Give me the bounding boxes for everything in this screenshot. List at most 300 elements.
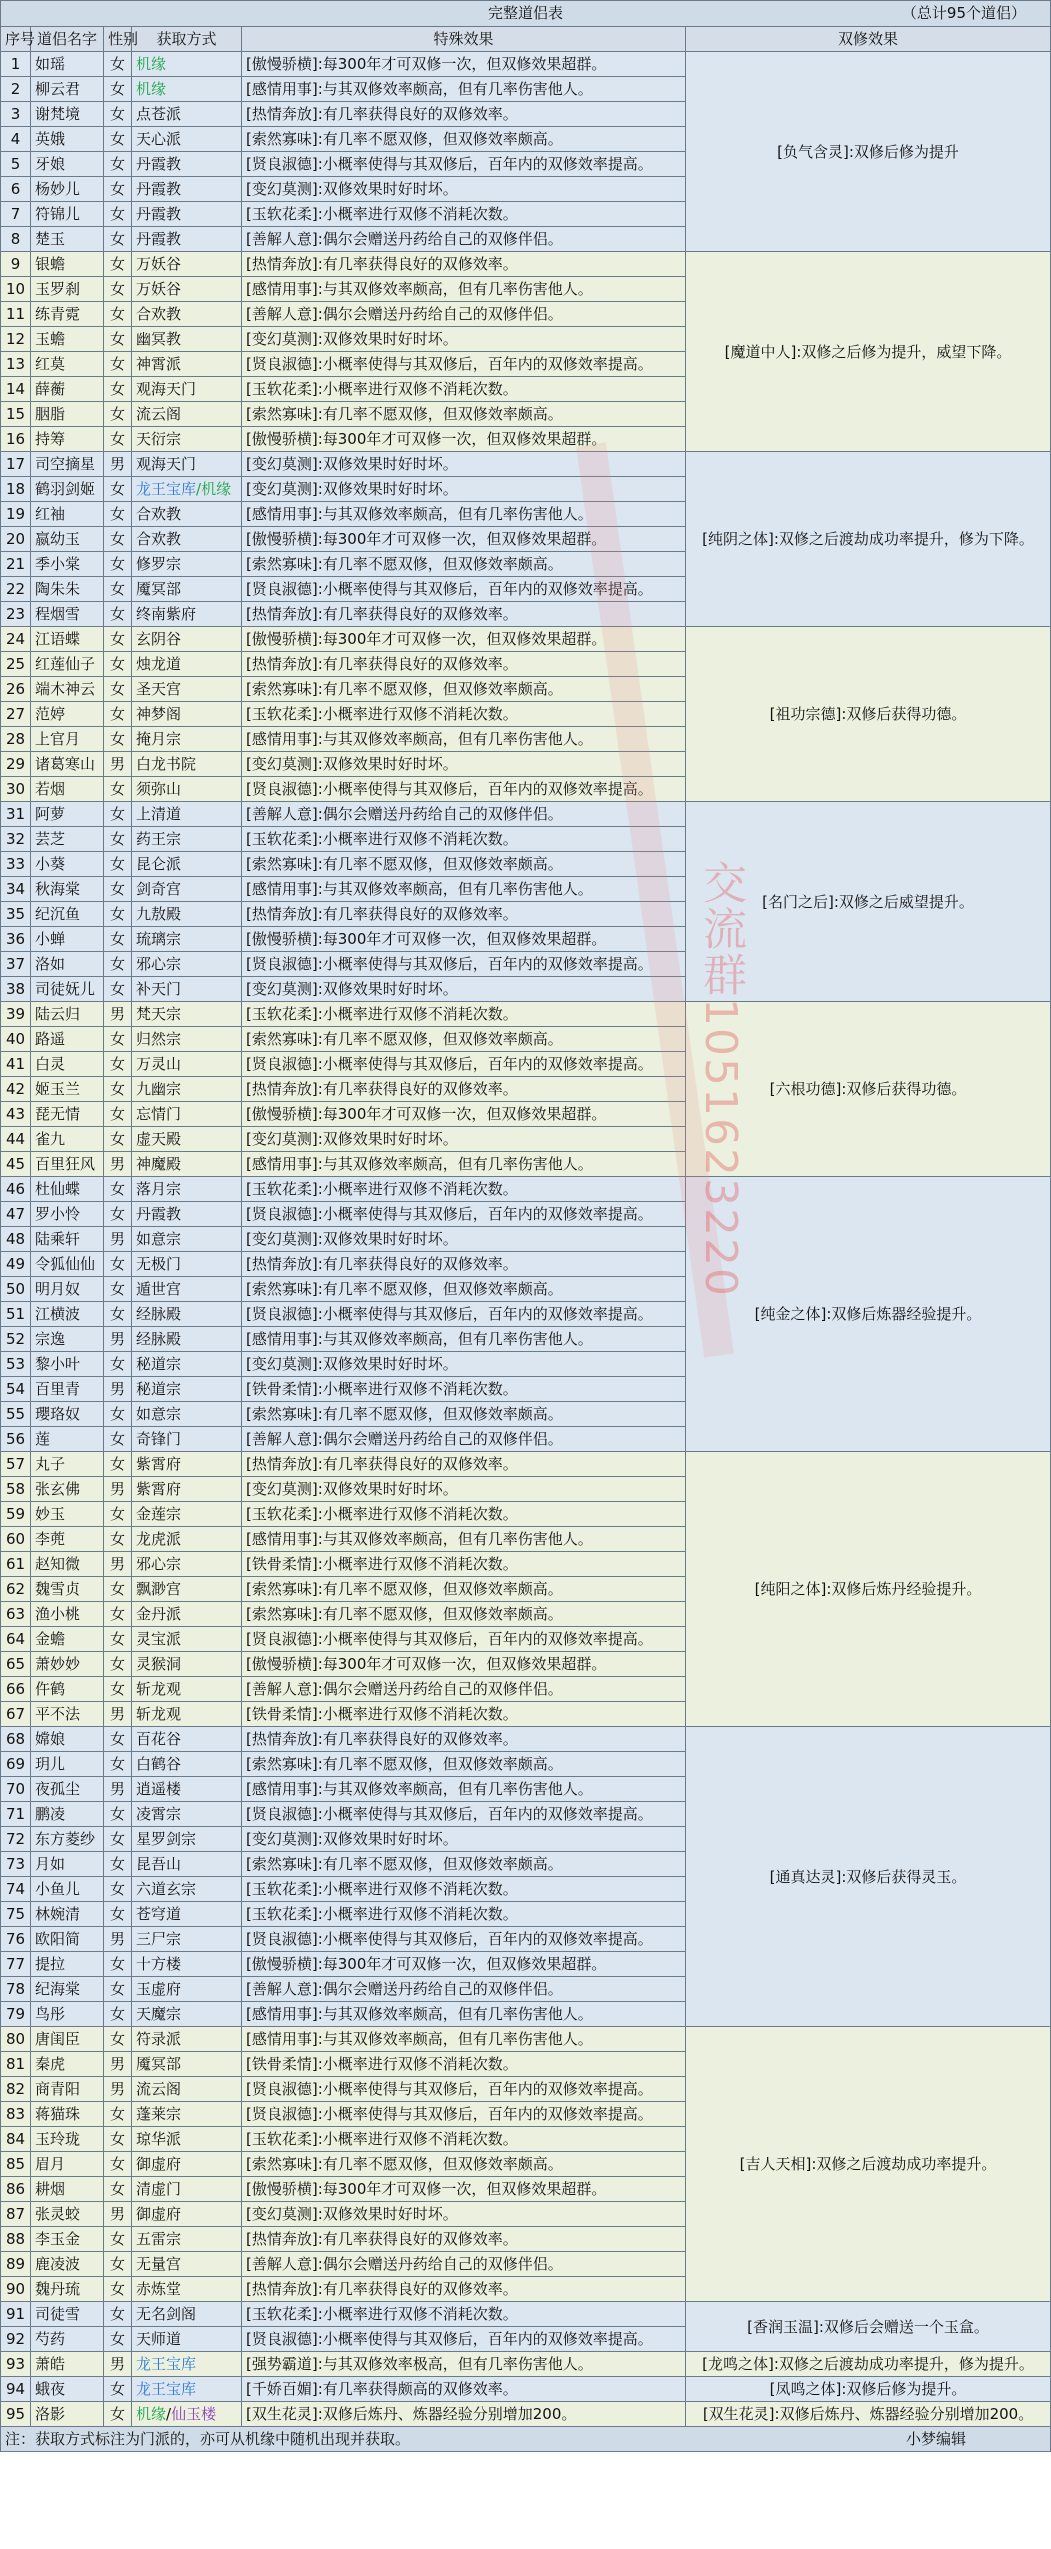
daolv-source: 清虚门 bbox=[132, 2177, 242, 2202]
row-index: 74 bbox=[1, 1877, 31, 1902]
daolv-name: 蒋猫珠 bbox=[31, 2102, 104, 2127]
daolv-source: 凌霄宗 bbox=[132, 1802, 242, 1827]
daolv-source: 丹霞教 bbox=[132, 177, 242, 202]
daolv-source: 如意宗 bbox=[132, 1227, 242, 1252]
daolv-name: 端木神云 bbox=[31, 677, 104, 702]
daolv-source bbox=[132, 2402, 242, 2427]
daolv-source: 虚天殿 bbox=[132, 1127, 242, 1152]
daolv-sex: 女 bbox=[104, 1277, 132, 1302]
total-count: （总计95个道侣） bbox=[901, 4, 1027, 22]
footer-row bbox=[1, 2427, 1051, 2452]
special-effect: [贤良淑德]:小概率使得与其双修后，百年内的双修效率提高。 bbox=[242, 1927, 686, 1952]
daolv-name: 秦虎 bbox=[31, 2052, 104, 2077]
daolv-sex: 女 bbox=[104, 577, 132, 602]
row-index: 85 bbox=[1, 2152, 31, 2177]
daolv-source: 邪心宗 bbox=[132, 1552, 242, 1577]
daolv-sex: 女 bbox=[104, 1852, 132, 1877]
row-index: 12 bbox=[1, 327, 31, 352]
row-index: 57 bbox=[1, 1452, 31, 1477]
special-effect: [贤良淑德]:小概率使得与其双修后，百年内的双修效率提高。 bbox=[242, 1627, 686, 1652]
header-idx: 序号 bbox=[1, 27, 31, 52]
table-row bbox=[1, 52, 1051, 77]
special-effect: [变幻莫测]:双修效果时好时坏。 bbox=[242, 327, 686, 352]
row-index: 41 bbox=[1, 1052, 31, 1077]
daolv-name: 提拉 bbox=[31, 1952, 104, 1977]
daolv-sex: 女 bbox=[104, 877, 132, 902]
daolv-source: 六道玄宗 bbox=[132, 1877, 242, 1902]
special-effect: [变幻莫测]:双修效果时好时坏。 bbox=[242, 752, 686, 777]
bonus-effect: [纯阴之体]:双修之后渡劫成功率提升，修为下降。 bbox=[686, 452, 1051, 627]
table-row bbox=[1, 1177, 1051, 1202]
row-index: 40 bbox=[1, 1027, 31, 1052]
row-index: 3 bbox=[1, 102, 31, 127]
daolv-source: 蓬莱宗 bbox=[132, 2102, 242, 2127]
special-effect: [傲慢骄横]:每300年才可双修一次，但双修效果超群。 bbox=[242, 2177, 686, 2202]
daolv-name: 诸葛寒山 bbox=[31, 752, 104, 777]
watermark: 交流群1051623220 bbox=[695, 860, 746, 1298]
row-index: 6 bbox=[1, 177, 31, 202]
daolv-source: 幽冥教 bbox=[132, 327, 242, 352]
daolv-sex: 男 bbox=[104, 1327, 132, 1352]
daolv-sex: 女 bbox=[104, 1952, 132, 1977]
row-index: 61 bbox=[1, 1552, 31, 1577]
row-index: 19 bbox=[1, 502, 31, 527]
daolv-name: 唐闺臣 bbox=[31, 2027, 104, 2052]
daolv-sex: 女 bbox=[104, 2152, 132, 2177]
daolv-sex: 女 bbox=[104, 627, 132, 652]
daolv-source: 圣天宫 bbox=[132, 677, 242, 702]
daolv-name: 红莫 bbox=[31, 352, 104, 377]
daolv-sex: 女 bbox=[104, 552, 132, 577]
daolv-name: 欧阳简 bbox=[31, 1927, 104, 1952]
daolv-name: 季小棠 bbox=[31, 552, 104, 577]
daolv-name: 仵鹤 bbox=[31, 1677, 104, 1702]
daolv-name: 红袖 bbox=[31, 502, 104, 527]
daolv-name: 魏雪贞 bbox=[31, 1577, 104, 1602]
daolv-sex: 女 bbox=[104, 527, 132, 552]
row-index: 24 bbox=[1, 627, 31, 652]
daolv-sex: 女 bbox=[104, 1302, 132, 1327]
daolv-source: 须弥山 bbox=[132, 777, 242, 802]
daolv-name: 平不法 bbox=[31, 1702, 104, 1727]
daolv-name: 东方菱纱 bbox=[31, 1827, 104, 1852]
row-index: 65 bbox=[1, 1652, 31, 1677]
row-index: 22 bbox=[1, 577, 31, 602]
special-effect: [傲慢骄横]:每300年才可双修一次，但双修效果超群。 bbox=[242, 1102, 686, 1127]
row-index: 4 bbox=[1, 127, 31, 152]
daolv-source: 魇冥部 bbox=[132, 2052, 242, 2077]
special-effect: [热情奔放]:有几率获得良好的双修效率。 bbox=[242, 102, 686, 127]
daolv-sex: 男 bbox=[104, 1002, 132, 1027]
daolv-name: 如瑶 bbox=[31, 52, 104, 77]
special-effect: [善解人意]:偶尔会赠送丹药给自己的双修伴侣。 bbox=[242, 1677, 686, 1702]
bonus-effect: [纯阳之体]:双修后炼丹经验提升。 bbox=[686, 1452, 1051, 1727]
daolv-source: 紫霄府 bbox=[132, 1477, 242, 1502]
special-effect: [感情用事]:与其双修效率颇高，但有几率伤害他人。 bbox=[242, 77, 686, 102]
daolv-name: 江横波 bbox=[31, 1302, 104, 1327]
daolv-sex: 女 bbox=[104, 1727, 132, 1752]
daolv-source: 遁世宫 bbox=[132, 1277, 242, 1302]
daolv-name: 白灵 bbox=[31, 1052, 104, 1077]
daolv-sex: 女 bbox=[104, 1577, 132, 1602]
daolv-sex: 女 bbox=[104, 2252, 132, 2277]
daolv-sex: 女 bbox=[104, 377, 132, 402]
row-index: 69 bbox=[1, 1752, 31, 1777]
daolv-source: 掩月宗 bbox=[132, 727, 242, 752]
special-effect: [索然寡味]:有几率不愿双修，但双修效率颇高。 bbox=[242, 1277, 686, 1302]
daolv-sex: 女 bbox=[104, 1402, 132, 1427]
daolv-sex: 女 bbox=[104, 1102, 132, 1127]
daolv-source: 经脉殿 bbox=[132, 1327, 242, 1352]
special-effect: [善解人意]:偶尔会赠送丹药给自己的双修伴侣。 bbox=[242, 227, 686, 252]
daolv-name: 纪海棠 bbox=[31, 1977, 104, 2002]
row-index: 13 bbox=[1, 352, 31, 377]
daolv-sex: 女 bbox=[104, 202, 132, 227]
row-index: 62 bbox=[1, 1577, 31, 1602]
daolv-sex: 女 bbox=[104, 1652, 132, 1677]
daolv-source: 上清道 bbox=[132, 802, 242, 827]
special-effect: [热情奔放]:有几率获得良好的双修效率。 bbox=[242, 2227, 686, 2252]
daolv-source: 百花谷 bbox=[132, 1727, 242, 1752]
daolv-name: 纪沉鱼 bbox=[31, 902, 104, 927]
daolv-name: 练青霓 bbox=[31, 302, 104, 327]
daolv-sex: 女 bbox=[104, 2377, 132, 2402]
row-index: 93 bbox=[1, 2352, 31, 2377]
daolv-source: 丹霞教 bbox=[132, 152, 242, 177]
row-index: 71 bbox=[1, 1802, 31, 1827]
row-index: 42 bbox=[1, 1077, 31, 1102]
daolv-sex: 女 bbox=[104, 2327, 132, 2352]
special-effect: [感情用事]:与其双修效率颇高，但有几率伤害他人。 bbox=[242, 2027, 686, 2052]
special-effect: [傲慢骄横]:每300年才可双修一次，但双修效果超群。 bbox=[242, 52, 686, 77]
row-index: 37 bbox=[1, 952, 31, 977]
title-row bbox=[1, 1, 1051, 27]
row-index: 78 bbox=[1, 1977, 31, 2002]
daolv-sex: 女 bbox=[104, 2402, 132, 2427]
daolv-name: 江语蝶 bbox=[31, 627, 104, 652]
row-index: 75 bbox=[1, 1902, 31, 1927]
table-row bbox=[1, 802, 1051, 827]
special-effect: [索然寡味]:有几率不愿双修，但双修效率颇高。 bbox=[242, 1402, 686, 1427]
daolv-name: 小蝉 bbox=[31, 927, 104, 952]
daolv-name: 琵无情 bbox=[31, 1102, 104, 1127]
special-effect: [感情用事]:与其双修效率颇高，但有几率伤害他人。 bbox=[242, 1527, 686, 1552]
daolv-name: 金蟾 bbox=[31, 1627, 104, 1652]
daolv-source: 金丹派 bbox=[132, 1602, 242, 1627]
special-effect: [索然寡味]:有几率不愿双修，但双修效率颇高。 bbox=[242, 1577, 686, 1602]
daolv-name: 陆乘轩 bbox=[31, 1227, 104, 1252]
row-index: 72 bbox=[1, 1827, 31, 1852]
bonus-effect: [六根功德]:双修后获得功德。 bbox=[686, 1002, 1051, 1177]
special-effect: [傲慢骄横]:每300年才可双修一次，但双修效果超群。 bbox=[242, 627, 686, 652]
daolv-sex: 男 bbox=[104, 1477, 132, 1502]
daolv-source: 如意宗 bbox=[132, 1402, 242, 1427]
table-row bbox=[1, 2352, 1051, 2377]
daolv-name: 张玄佛 bbox=[31, 1477, 104, 1502]
special-effect: [索然寡味]:有几率不愿双修，但双修效率颇高。 bbox=[242, 677, 686, 702]
daolv-name: 鸟彤 bbox=[31, 2002, 104, 2027]
header-source: 获取方式 bbox=[132, 27, 242, 52]
row-index: 56 bbox=[1, 1427, 31, 1452]
bonus-effect: [龙鸣之体]:双修之后渡劫成功率提升，修为提升。 bbox=[686, 2352, 1051, 2377]
daolv-source: 斩龙观 bbox=[132, 1677, 242, 1702]
special-effect: [感情用事]:与其双修效率颇高，但有几率伤害他人。 bbox=[242, 727, 686, 752]
special-effect: [变幻莫测]:双修效果时好时坏。 bbox=[242, 1227, 686, 1252]
special-effect: [变幻莫测]:双修效果时好时坏。 bbox=[242, 1827, 686, 1852]
daolv-sex: 女 bbox=[104, 1827, 132, 1852]
table-title: 完整道侣表 bbox=[488, 4, 564, 22]
footer-note: 注：获取方式标注为门派的，亦可从机缘中随机出现并获取。 bbox=[5, 2430, 411, 2448]
special-effect: [玉软花柔]:小概率进行双修不消耗次数。 bbox=[242, 1502, 686, 1527]
daolv-source: 机缘 bbox=[132, 77, 242, 102]
row-index: 55 bbox=[1, 1402, 31, 1427]
daolv-sex: 女 bbox=[104, 2227, 132, 2252]
special-effect: [感情用事]:与其双修效率颇高，但有几率伤害他人。 bbox=[242, 502, 686, 527]
daolv-source: 紫霄府 bbox=[132, 1452, 242, 1477]
table-row bbox=[1, 2402, 1051, 2427]
daolv-sex: 女 bbox=[104, 402, 132, 427]
row-index: 88 bbox=[1, 2227, 31, 2252]
special-effect: [变幻莫测]:双修效果时好时坏。 bbox=[242, 1477, 686, 1502]
daolv-name: 芸芝 bbox=[31, 827, 104, 852]
special-effect: [玉软花柔]:小概率进行双修不消耗次数。 bbox=[242, 827, 686, 852]
daolv-name: 宗逸 bbox=[31, 1327, 104, 1352]
daolv-sex: 女 bbox=[104, 477, 132, 502]
daolv-name: 黎小叶 bbox=[31, 1352, 104, 1377]
row-index: 94 bbox=[1, 2377, 31, 2402]
daolv-source: 三尸宗 bbox=[132, 1927, 242, 1952]
daolv-source: 合欢教 bbox=[132, 302, 242, 327]
daolv-name: 罗小怜 bbox=[31, 1202, 104, 1227]
special-effect: [热情奔放]:有几率获得良好的双修效率。 bbox=[242, 1727, 686, 1752]
daolv-name: 司徒雪 bbox=[31, 2302, 104, 2327]
daolv-source: 观海天门 bbox=[132, 377, 242, 402]
daolv-name: 持筹 bbox=[31, 427, 104, 452]
daolv-source: 琉璃宗 bbox=[132, 927, 242, 952]
special-effect: [热情奔放]:有几率获得良好的双修效率。 bbox=[242, 1452, 686, 1477]
row-index: 43 bbox=[1, 1102, 31, 1127]
daolv-source: 琼华派 bbox=[132, 2127, 242, 2152]
row-index: 30 bbox=[1, 777, 31, 802]
daolv-sex: 女 bbox=[104, 1202, 132, 1227]
daolv-name: 张灵蛟 bbox=[31, 2202, 104, 2227]
daolv-sex: 女 bbox=[104, 827, 132, 852]
bonus-effect: [魔道中人]:双修之后修为提升，威望下降。 bbox=[686, 252, 1051, 452]
daolv-name: 莲 bbox=[31, 1427, 104, 1452]
daolv-sex: 女 bbox=[104, 1027, 132, 1052]
row-index: 84 bbox=[1, 2127, 31, 2152]
daolv-source: 金莲宗 bbox=[132, 1502, 242, 1527]
special-effect: [热情奔放]:有几率获得良好的双修效率。 bbox=[242, 2277, 686, 2302]
daolv-name: 玉蟾 bbox=[31, 327, 104, 352]
daolv-name: 丸子 bbox=[31, 1452, 104, 1477]
daolv-sex: 女 bbox=[104, 1602, 132, 1627]
daolv-name: 鹿凌波 bbox=[31, 2252, 104, 2277]
daolv-source: 烛龙道 bbox=[132, 652, 242, 677]
daolv-source: 梵天宗 bbox=[132, 1002, 242, 1027]
row-index: 25 bbox=[1, 652, 31, 677]
special-effect: [感情用事]:与其双修效率颇高，但有几率伤害他人。 bbox=[242, 1777, 686, 1802]
daolv-sex: 女 bbox=[104, 327, 132, 352]
daolv-sex: 男 bbox=[104, 452, 132, 477]
daolv-sex: 女 bbox=[104, 1052, 132, 1077]
bonus-effect: [负气含灵]:双修后修为提升 bbox=[686, 52, 1051, 252]
table-row bbox=[1, 252, 1051, 277]
row-index: 49 bbox=[1, 1252, 31, 1277]
daolv-name: 洛影 bbox=[31, 2402, 104, 2427]
daolv-source: 龙虎派 bbox=[132, 1527, 242, 1552]
row-index: 1 bbox=[1, 52, 31, 77]
row-index: 47 bbox=[1, 1202, 31, 1227]
row-index: 26 bbox=[1, 677, 31, 702]
special-effect: [贤良淑德]:小概率使得与其双修后，百年内的双修效率提高。 bbox=[242, 1802, 686, 1827]
daolv-source: 邪心宗 bbox=[132, 952, 242, 977]
daolv-sex: 女 bbox=[104, 1427, 132, 1452]
row-index: 58 bbox=[1, 1477, 31, 1502]
table-row bbox=[1, 2302, 1051, 2327]
special-effect: [变幻莫测]:双修效果时好时坏。 bbox=[242, 977, 686, 1002]
daolv-sex: 女 bbox=[104, 502, 132, 527]
row-index: 17 bbox=[1, 452, 31, 477]
daolv-name: 玥儿 bbox=[31, 1752, 104, 1777]
daolv-sex: 男 bbox=[104, 2352, 132, 2377]
daolv-name: 若烟 bbox=[31, 777, 104, 802]
daolv-name: 小葵 bbox=[31, 852, 104, 877]
special-effect: [感情用事]:与其双修效率颇高，但有几率伤害他人。 bbox=[242, 1152, 686, 1177]
row-index: 81 bbox=[1, 2052, 31, 2077]
row-index: 38 bbox=[1, 977, 31, 1002]
row-index: 59 bbox=[1, 1502, 31, 1527]
daolv-sex: 女 bbox=[104, 677, 132, 702]
daolv-name: 林婉清 bbox=[31, 1902, 104, 1927]
special-effect: [索然寡味]:有几率不愿双修，但双修效率颇高。 bbox=[242, 1752, 686, 1777]
row-index: 86 bbox=[1, 2177, 31, 2202]
daolv-source: 奇锋门 bbox=[132, 1427, 242, 1452]
daolv-source: 天魔宗 bbox=[132, 2002, 242, 2027]
special-effect: [热情奔放]:有几率获得良好的双修效率。 bbox=[242, 252, 686, 277]
special-effect: [铁骨柔情]:小概率进行双修不消耗次数。 bbox=[242, 1377, 686, 1402]
special-effect: [善解人意]:偶尔会赠送丹药给自己的双修伴侣。 bbox=[242, 302, 686, 327]
daolv-sex: 女 bbox=[104, 1452, 132, 1477]
daolv-source: 忘情门 bbox=[132, 1102, 242, 1127]
daolv-source: 合欢教 bbox=[132, 502, 242, 527]
row-index: 31 bbox=[1, 802, 31, 827]
daolv-sex: 女 bbox=[104, 1752, 132, 1777]
special-effect: [强势霸道]:与其双修效率极高，但有几率伤害他人。 bbox=[242, 2352, 686, 2377]
daolv-sex: 女 bbox=[104, 1977, 132, 2002]
daolv-source: 天心派 bbox=[132, 127, 242, 152]
special-effect: [索然寡味]:有几率不愿双修，但双修效率颇高。 bbox=[242, 127, 686, 152]
special-effect: [索然寡味]:有几率不愿双修，但双修效率颇高。 bbox=[242, 1602, 686, 1627]
special-effect: [索然寡味]:有几率不愿双修，但双修效率颇高。 bbox=[242, 552, 686, 577]
row-index: 44 bbox=[1, 1127, 31, 1152]
daolv-name: 程烟雪 bbox=[31, 602, 104, 627]
daolv-sex: 女 bbox=[104, 1527, 132, 1552]
daolv-source bbox=[132, 477, 242, 502]
daolv-name: 夜孤尘 bbox=[31, 1777, 104, 1802]
daolv-source: 斩龙观 bbox=[132, 1702, 242, 1727]
daolv-source: 玉虚府 bbox=[132, 1977, 242, 2002]
daolv-sex: 女 bbox=[104, 727, 132, 752]
row-index: 36 bbox=[1, 927, 31, 952]
special-effect: [感情用事]:与其双修效率颇高，但有几率伤害他人。 bbox=[242, 1327, 686, 1352]
special-effect: [玉软花柔]:小概率进行双修不消耗次数。 bbox=[242, 1177, 686, 1202]
row-index: 5 bbox=[1, 152, 31, 177]
special-effect: [贤良淑德]:小概率使得与其双修后，百年内的双修效率提高。 bbox=[242, 2102, 686, 2127]
special-effect: [感情用事]:与其双修效率颇高，但有几率伤害他人。 bbox=[242, 277, 686, 302]
special-effect: [玉软花柔]:小概率进行双修不消耗次数。 bbox=[242, 1902, 686, 1927]
daolv-name: 秋海棠 bbox=[31, 877, 104, 902]
daolv-source: 符录派 bbox=[132, 2027, 242, 2052]
daolv-source: 白龙书院 bbox=[132, 752, 242, 777]
daolv-sex: 女 bbox=[104, 2002, 132, 2027]
bonus-effect: [纯金之体]:双修后炼器经验提升。 bbox=[686, 1177, 1051, 1452]
row-index: 63 bbox=[1, 1602, 31, 1627]
special-effect: [铁骨柔情]:小概率进行双修不消耗次数。 bbox=[242, 2052, 686, 2077]
header-name: 道侣名字 bbox=[31, 27, 104, 52]
daolv-source: 御虚府 bbox=[132, 2202, 242, 2227]
daolv-source: 观海天门 bbox=[132, 452, 242, 477]
daolv-sex: 女 bbox=[104, 1077, 132, 1102]
row-index: 14 bbox=[1, 377, 31, 402]
row-index: 11 bbox=[1, 302, 31, 327]
row-index: 52 bbox=[1, 1327, 31, 1352]
daolv-source: 逍遥楼 bbox=[132, 1777, 242, 1802]
daolv-name: 萧妙妙 bbox=[31, 1652, 104, 1677]
daolv-source: 丹霞教 bbox=[132, 227, 242, 252]
daolv-sex: 男 bbox=[104, 1552, 132, 1577]
row-index: 67 bbox=[1, 1702, 31, 1727]
row-index: 79 bbox=[1, 2002, 31, 2027]
special-effect: [傲慢骄横]:每300年才可双修一次，但双修效果超群。 bbox=[242, 1652, 686, 1677]
row-index: 73 bbox=[1, 1852, 31, 1877]
daolv-source: 合欢教 bbox=[132, 527, 242, 552]
daolv-sex: 女 bbox=[104, 802, 132, 827]
daolv-source: 御虚府 bbox=[132, 2152, 242, 2177]
daolv-name: 玉玲珑 bbox=[31, 2127, 104, 2152]
daolv-source: 流云阁 bbox=[132, 402, 242, 427]
daolv-name: 明月奴 bbox=[31, 1277, 104, 1302]
row-index: 8 bbox=[1, 227, 31, 252]
special-effect: [贤良淑德]:小概率使得与其双修后，百年内的双修效率提高。 bbox=[242, 152, 686, 177]
special-effect: [玉软花柔]:小概率进行双修不消耗次数。 bbox=[242, 702, 686, 727]
daolv-sex: 女 bbox=[104, 2277, 132, 2302]
row-index: 39 bbox=[1, 1002, 31, 1027]
special-effect: [贤良淑德]:小概率使得与其双修后，百年内的双修效率提高。 bbox=[242, 1052, 686, 1077]
special-effect: [索然寡味]:有几率不愿双修，但双修效率颇高。 bbox=[242, 1852, 686, 1877]
daolv-name: 阿萝 bbox=[31, 802, 104, 827]
daolv-sex: 男 bbox=[104, 752, 132, 777]
daolv-name: 杨妙儿 bbox=[31, 177, 104, 202]
row-index: 95 bbox=[1, 2402, 31, 2427]
daolv-source: 飘渺宫 bbox=[132, 1577, 242, 1602]
special-effect: [热情奔放]:有几率获得良好的双修效率。 bbox=[242, 1077, 686, 1102]
daolv-source: 万妖谷 bbox=[132, 252, 242, 277]
special-effect: [千娇百媚]:有几率获得颇高的双修效率。 bbox=[242, 2377, 686, 2402]
daolv-name: 耕烟 bbox=[31, 2177, 104, 2202]
daolv-name: 洛如 bbox=[31, 952, 104, 977]
row-index: 80 bbox=[1, 2027, 31, 2052]
special-effect: [傲慢骄横]:每300年才可双修一次，但双修效果超群。 bbox=[242, 527, 686, 552]
special-effect: [玉软花柔]:小概率进行双修不消耗次数。 bbox=[242, 1877, 686, 1902]
special-effect: [玉软花柔]:小概率进行双修不消耗次数。 bbox=[242, 1002, 686, 1027]
daolv-sex: 女 bbox=[104, 1677, 132, 1702]
daolv-name: 百里狂风 bbox=[31, 1152, 104, 1177]
daolv-source: 丹霞教 bbox=[132, 202, 242, 227]
daolv-name: 嫦娘 bbox=[31, 1727, 104, 1752]
special-effect: [玉软花柔]:小概率进行双修不消耗次数。 bbox=[242, 377, 686, 402]
daolv-sex: 女 bbox=[104, 852, 132, 877]
